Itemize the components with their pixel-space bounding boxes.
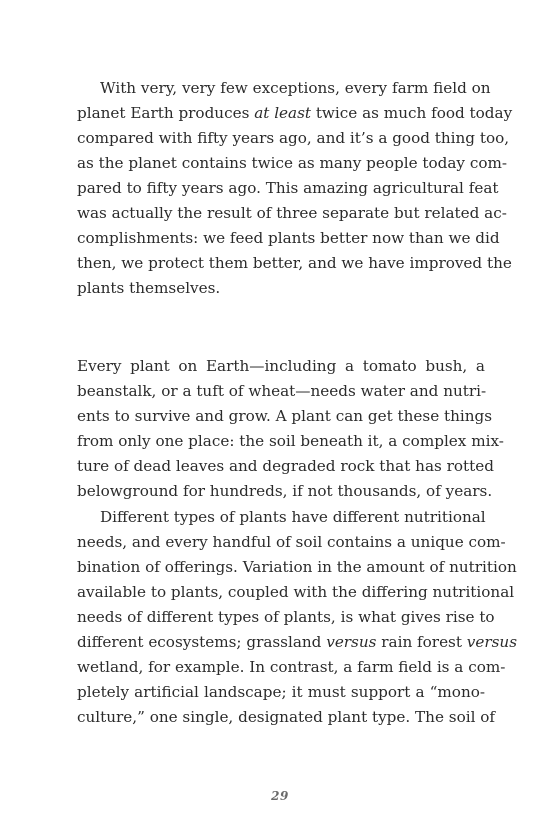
emphasis-text: versus <box>326 633 377 651</box>
text-line: belowground for hundreds, if not thousands, of years. <box>77 482 493 500</box>
text-line: from only one place: the soil beneath it, a complex mix- <box>77 432 504 450</box>
text-line: needs, and every handful of soil contains a unique com- <box>77 533 506 551</box>
text-line: ture of dead leaves and degraded rock that has rotted <box>77 457 494 475</box>
text-line: pared to fifty years ago. This amazing agricultural feat <box>77 179 499 197</box>
text-line: ents to survive and grow. A plant can get these things <box>77 407 493 425</box>
text-line: complishments: we feed plants better now than we did <box>77 229 500 247</box>
text-line: as the planet contains twice as many people today com- <box>77 154 508 172</box>
text-line: pletely artificial landscape; it must support a “mono- <box>77 683 485 701</box>
text-line: needs of different types of plants, is what gives rise to <box>77 608 495 626</box>
text-line: different ecosystems; grassland versus rain forest versus <box>77 633 517 651</box>
text-line: wetland, for example. In contrast, a farm field is a com- <box>77 658 506 676</box>
text-line: planet Earth produces at least twice as much food today <box>77 104 513 122</box>
book-page <box>77 0 517 840</box>
text-line: then, we protect them better, and we have improved the <box>77 254 512 272</box>
text-line: available to plants, coupled with the differing nutritional <box>77 583 515 601</box>
text-line: compared with fifty years ago, and it’s a good thing too, <box>77 129 510 147</box>
text-line: Different types of plants have different nutritional <box>100 508 486 526</box>
text-line: beanstalk, or a tuft of wheat—needs water and nutri- <box>77 382 487 400</box>
text-line: bination of offerings. Variation in the amount of nutrition <box>77 558 517 576</box>
text-line: With very, very few exceptions, every farm field on <box>100 79 491 97</box>
emphasis-text: versus <box>466 633 517 651</box>
page-number: 29 <box>271 789 289 803</box>
text-line: plants themselves. <box>77 279 221 297</box>
text-line: culture,” one single, designated plant type. The soil of <box>77 708 496 726</box>
text-line: was actually the result of three separate but related ac- <box>77 204 507 222</box>
text-line: Every plant on Earth—including a tomato bush, a <box>77 357 485 375</box>
emphasis-text: at least <box>254 104 311 122</box>
